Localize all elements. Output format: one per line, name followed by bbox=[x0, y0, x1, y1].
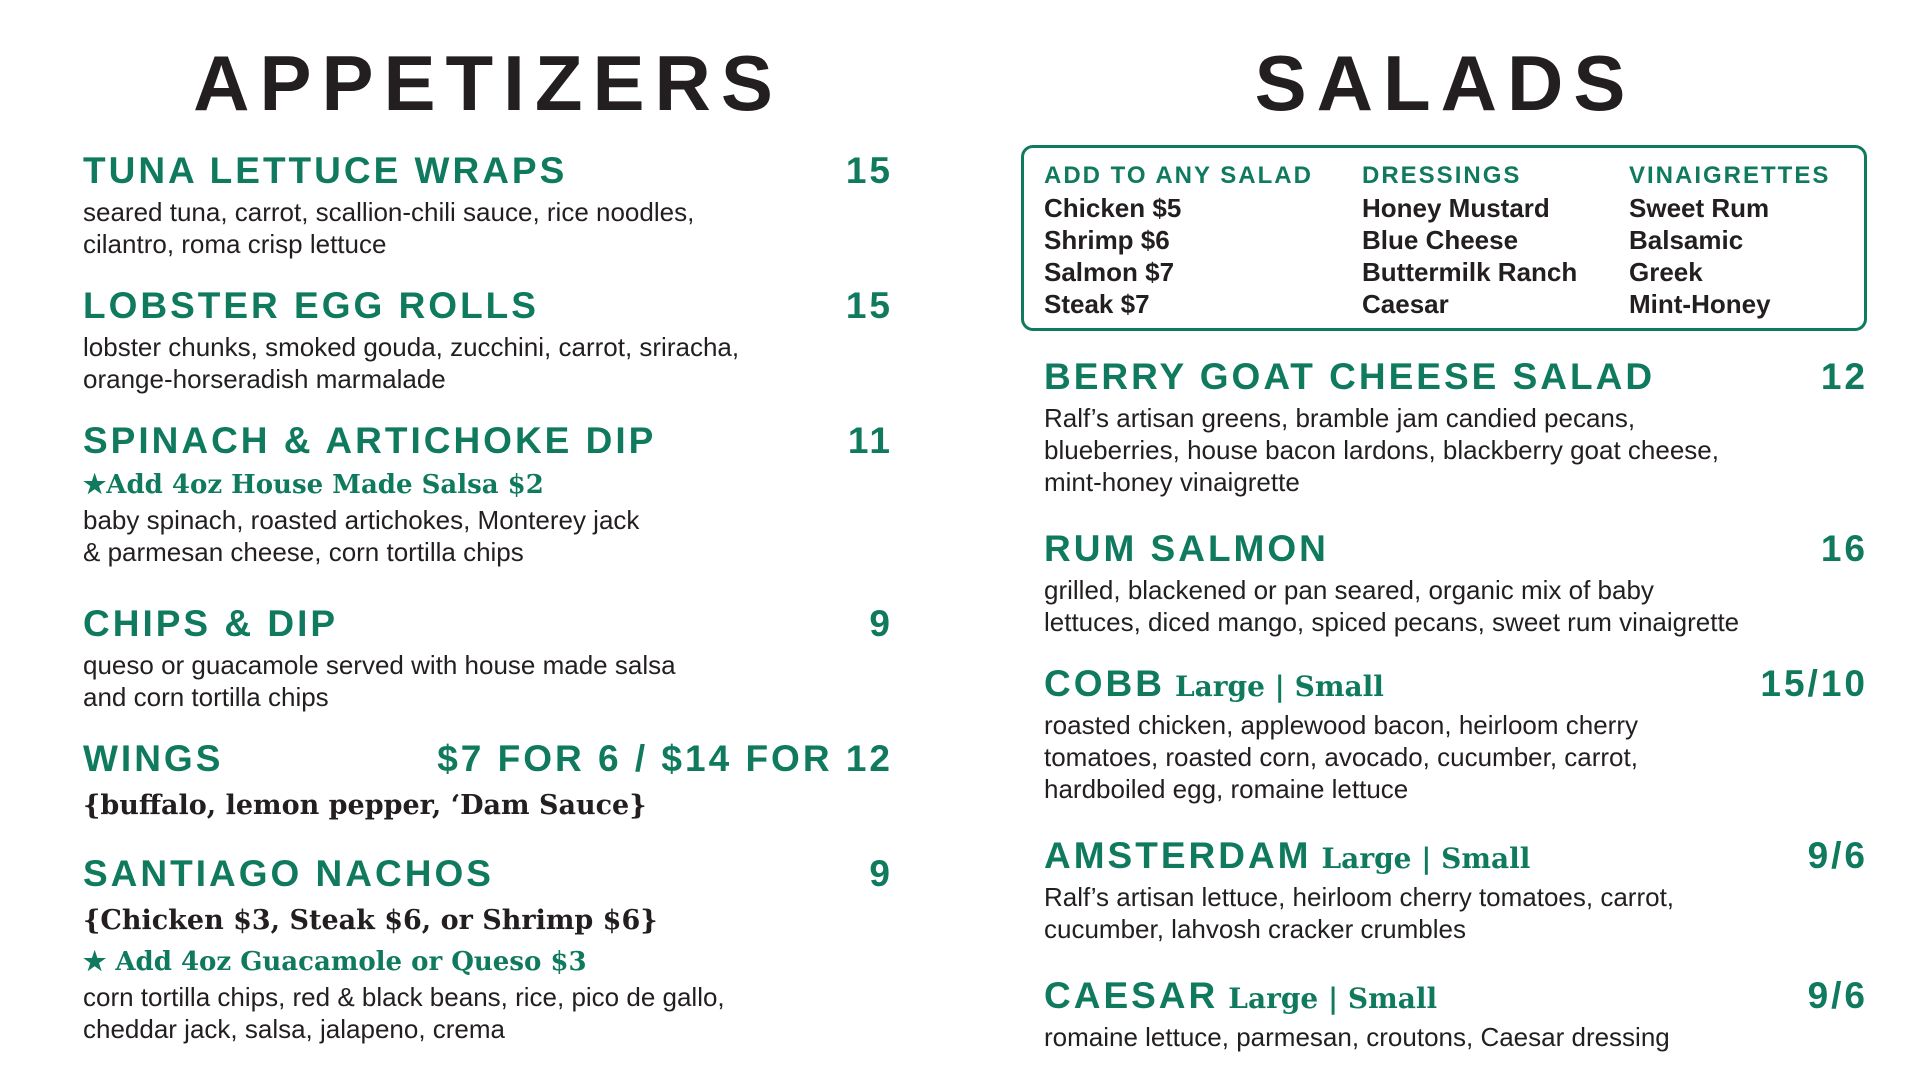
menu-item-cobb bbox=[1044, 663, 1868, 805]
description-line: cheddar jack, salsa, jalapeno, crema bbox=[83, 1014, 506, 1044]
description-line: mint-honey vinaigrette bbox=[1044, 467, 1300, 497]
menu-item-rum-salmon bbox=[1044, 528, 1868, 638]
item-name: AMSTERDAM bbox=[1044, 835, 1312, 876]
item-description bbox=[1044, 709, 1868, 805]
item-description bbox=[1044, 1021, 1868, 1053]
description-line: & parmesan cheese, corn tortilla chips bbox=[83, 537, 524, 567]
item-description bbox=[1044, 402, 1868, 498]
item-description bbox=[83, 981, 893, 1045]
description-line: lobster chunks, smoked gouda, zucchini, carrot, sriracha, bbox=[83, 332, 740, 362]
item-description bbox=[1044, 574, 1868, 638]
salads-title: SALADS bbox=[1254, 39, 1636, 127]
item-name: LOBSTER EGG ROLLS bbox=[83, 285, 539, 326]
description-line: romaine lettuce, parmesan, croutons, Caesar dressing bbox=[1044, 1022, 1670, 1052]
addon-heading: DRESSINGS bbox=[1362, 162, 1522, 189]
item-price: 9 bbox=[869, 853, 893, 894]
item-name: WINGS bbox=[83, 738, 224, 779]
item-name-group bbox=[1044, 835, 1530, 877]
item-name: SPINACH & ARTICHOKE DIP bbox=[83, 420, 657, 461]
addon-option: Buttermilk Ranch bbox=[1362, 257, 1578, 287]
menu-item-santiago-nachos bbox=[83, 853, 893, 1045]
description-line: and corn tortilla chips bbox=[83, 682, 329, 712]
addon-option: Mint-Honey bbox=[1629, 289, 1771, 319]
description-line: corn tortilla chips, red & black beans, rice, pico de gallo, bbox=[83, 982, 725, 1012]
addon-option: Chicken $5 bbox=[1044, 193, 1182, 223]
item-name: CHIPS & DIP bbox=[83, 603, 339, 644]
addon-option: Shrimp $6 bbox=[1044, 225, 1170, 255]
item-description bbox=[83, 331, 893, 395]
item-name-group bbox=[1044, 975, 1437, 1017]
description-line: hardboiled egg, romaine lettuce bbox=[1044, 774, 1409, 804]
item-name: BERRY GOAT CHEESE SALAD bbox=[1044, 356, 1656, 397]
description-line: seared tuna, carrot, scallion-chili sauce, rice noodles, bbox=[83, 197, 695, 227]
item-price: 9/6 bbox=[1807, 975, 1868, 1016]
item-description bbox=[83, 504, 893, 568]
description-line: roasted chicken, applewood bacon, heirloom cherry bbox=[1044, 710, 1639, 740]
addon-option: Sweet Rum bbox=[1629, 193, 1770, 223]
item-price: 15 bbox=[845, 285, 893, 326]
addon-option: Caesar bbox=[1362, 289, 1449, 319]
item-price: 16 bbox=[1820, 528, 1868, 569]
addon-option: Honey Mustard bbox=[1362, 193, 1550, 223]
item-name: SANTIAGO NACHOS bbox=[83, 853, 494, 894]
item-options: {buffalo, lemon pepper, ‘Dam Sauce} bbox=[83, 790, 647, 821]
addon-option: Steak $7 bbox=[1044, 289, 1150, 319]
item-size: Large | Small bbox=[1174, 670, 1384, 703]
menu-item-amsterdam bbox=[1044, 835, 1868, 945]
item-price: 15 bbox=[845, 150, 893, 191]
addon-option: Salmon $7 bbox=[1044, 257, 1175, 287]
appetizers-title: APPETIZERS bbox=[193, 39, 783, 127]
item-size: Large | Small bbox=[1321, 842, 1531, 875]
addon-option: Blue Cheese bbox=[1362, 225, 1519, 255]
description-line: cilantro, roma crisp lettuce bbox=[83, 229, 387, 259]
item-name: COBB bbox=[1044, 663, 1165, 704]
menu-item-tuna-lettuce-wraps bbox=[83, 150, 893, 260]
item-price: 9 bbox=[869, 603, 893, 644]
description-line: lettuces, diced mango, spiced pecans, sweet rum vinaigrette bbox=[1044, 607, 1740, 637]
item-price: 9/6 bbox=[1807, 835, 1868, 876]
addon-column-dressings bbox=[1362, 160, 1577, 320]
item-name-group bbox=[1044, 663, 1384, 705]
menu-item-chips-dip bbox=[83, 603, 893, 713]
menu-item-wings bbox=[83, 738, 893, 828]
item-addon: ★ Add 4oz Guacamole or Queso $3 bbox=[83, 947, 587, 977]
description-line: baby spinach, roasted artichokes, Monterey jack bbox=[83, 505, 640, 535]
menu-item-berry-goat-cheese-salad bbox=[1044, 356, 1868, 498]
menu-item-lobster-egg-rolls bbox=[83, 285, 893, 395]
item-name: TUNA LETTUCE WRAPS bbox=[83, 150, 568, 191]
addon-heading: VINAIGRETTES bbox=[1629, 162, 1831, 189]
item-price: 11 bbox=[847, 420, 893, 461]
item-description bbox=[83, 649, 893, 713]
menu-item-caesar bbox=[1044, 975, 1868, 1053]
item-description bbox=[1044, 881, 1868, 945]
item-name: RUM SALMON bbox=[1044, 528, 1329, 569]
item-price: 12 bbox=[1820, 356, 1868, 397]
item-description bbox=[83, 196, 893, 260]
description-line: tomatoes, roasted corn, avocado, cucumber, carrot, bbox=[1044, 742, 1638, 772]
addon-option: Greek bbox=[1629, 257, 1703, 287]
description-line: queso or guacamole served with house made salsa bbox=[83, 650, 676, 680]
description-line: blueberries, house bacon lardons, blackberry goat cheese, bbox=[1044, 435, 1719, 465]
item-price: 15/10 bbox=[1760, 663, 1868, 704]
description-line: Ralf’s artisan greens, bramble jam candied pecans, bbox=[1044, 403, 1636, 433]
salad-addons-box bbox=[1021, 145, 1867, 331]
item-options: {Chicken $3, Steak $6, or Shrimp $6} bbox=[83, 905, 658, 936]
addon-column-vinaigrettes bbox=[1629, 160, 1830, 320]
addon-column-add-to-salad bbox=[1044, 160, 1313, 320]
addon-option: Balsamic bbox=[1629, 225, 1744, 255]
item-size: Large | Small bbox=[1228, 982, 1438, 1015]
menu-item-spinach-artichoke-dip bbox=[83, 420, 893, 568]
addon-heading: ADD TO ANY SALAD bbox=[1044, 162, 1313, 189]
description-line: cucumber, lahvosh cracker crumbles bbox=[1044, 914, 1466, 944]
item-addon: ★Add 4oz House Made Salsa $2 bbox=[83, 470, 544, 500]
description-line: grilled, blackened or pan seared, organic mix of baby bbox=[1044, 575, 1654, 605]
description-line: orange-horseradish marmalade bbox=[83, 364, 446, 394]
item-price: $7 FOR 6 / $14 FOR 12 bbox=[437, 738, 893, 779]
item-name: CAESAR bbox=[1044, 975, 1219, 1016]
description-line: Ralf’s artisan lettuce, heirloom cherry tomatoes, carrot, bbox=[1044, 882, 1675, 912]
